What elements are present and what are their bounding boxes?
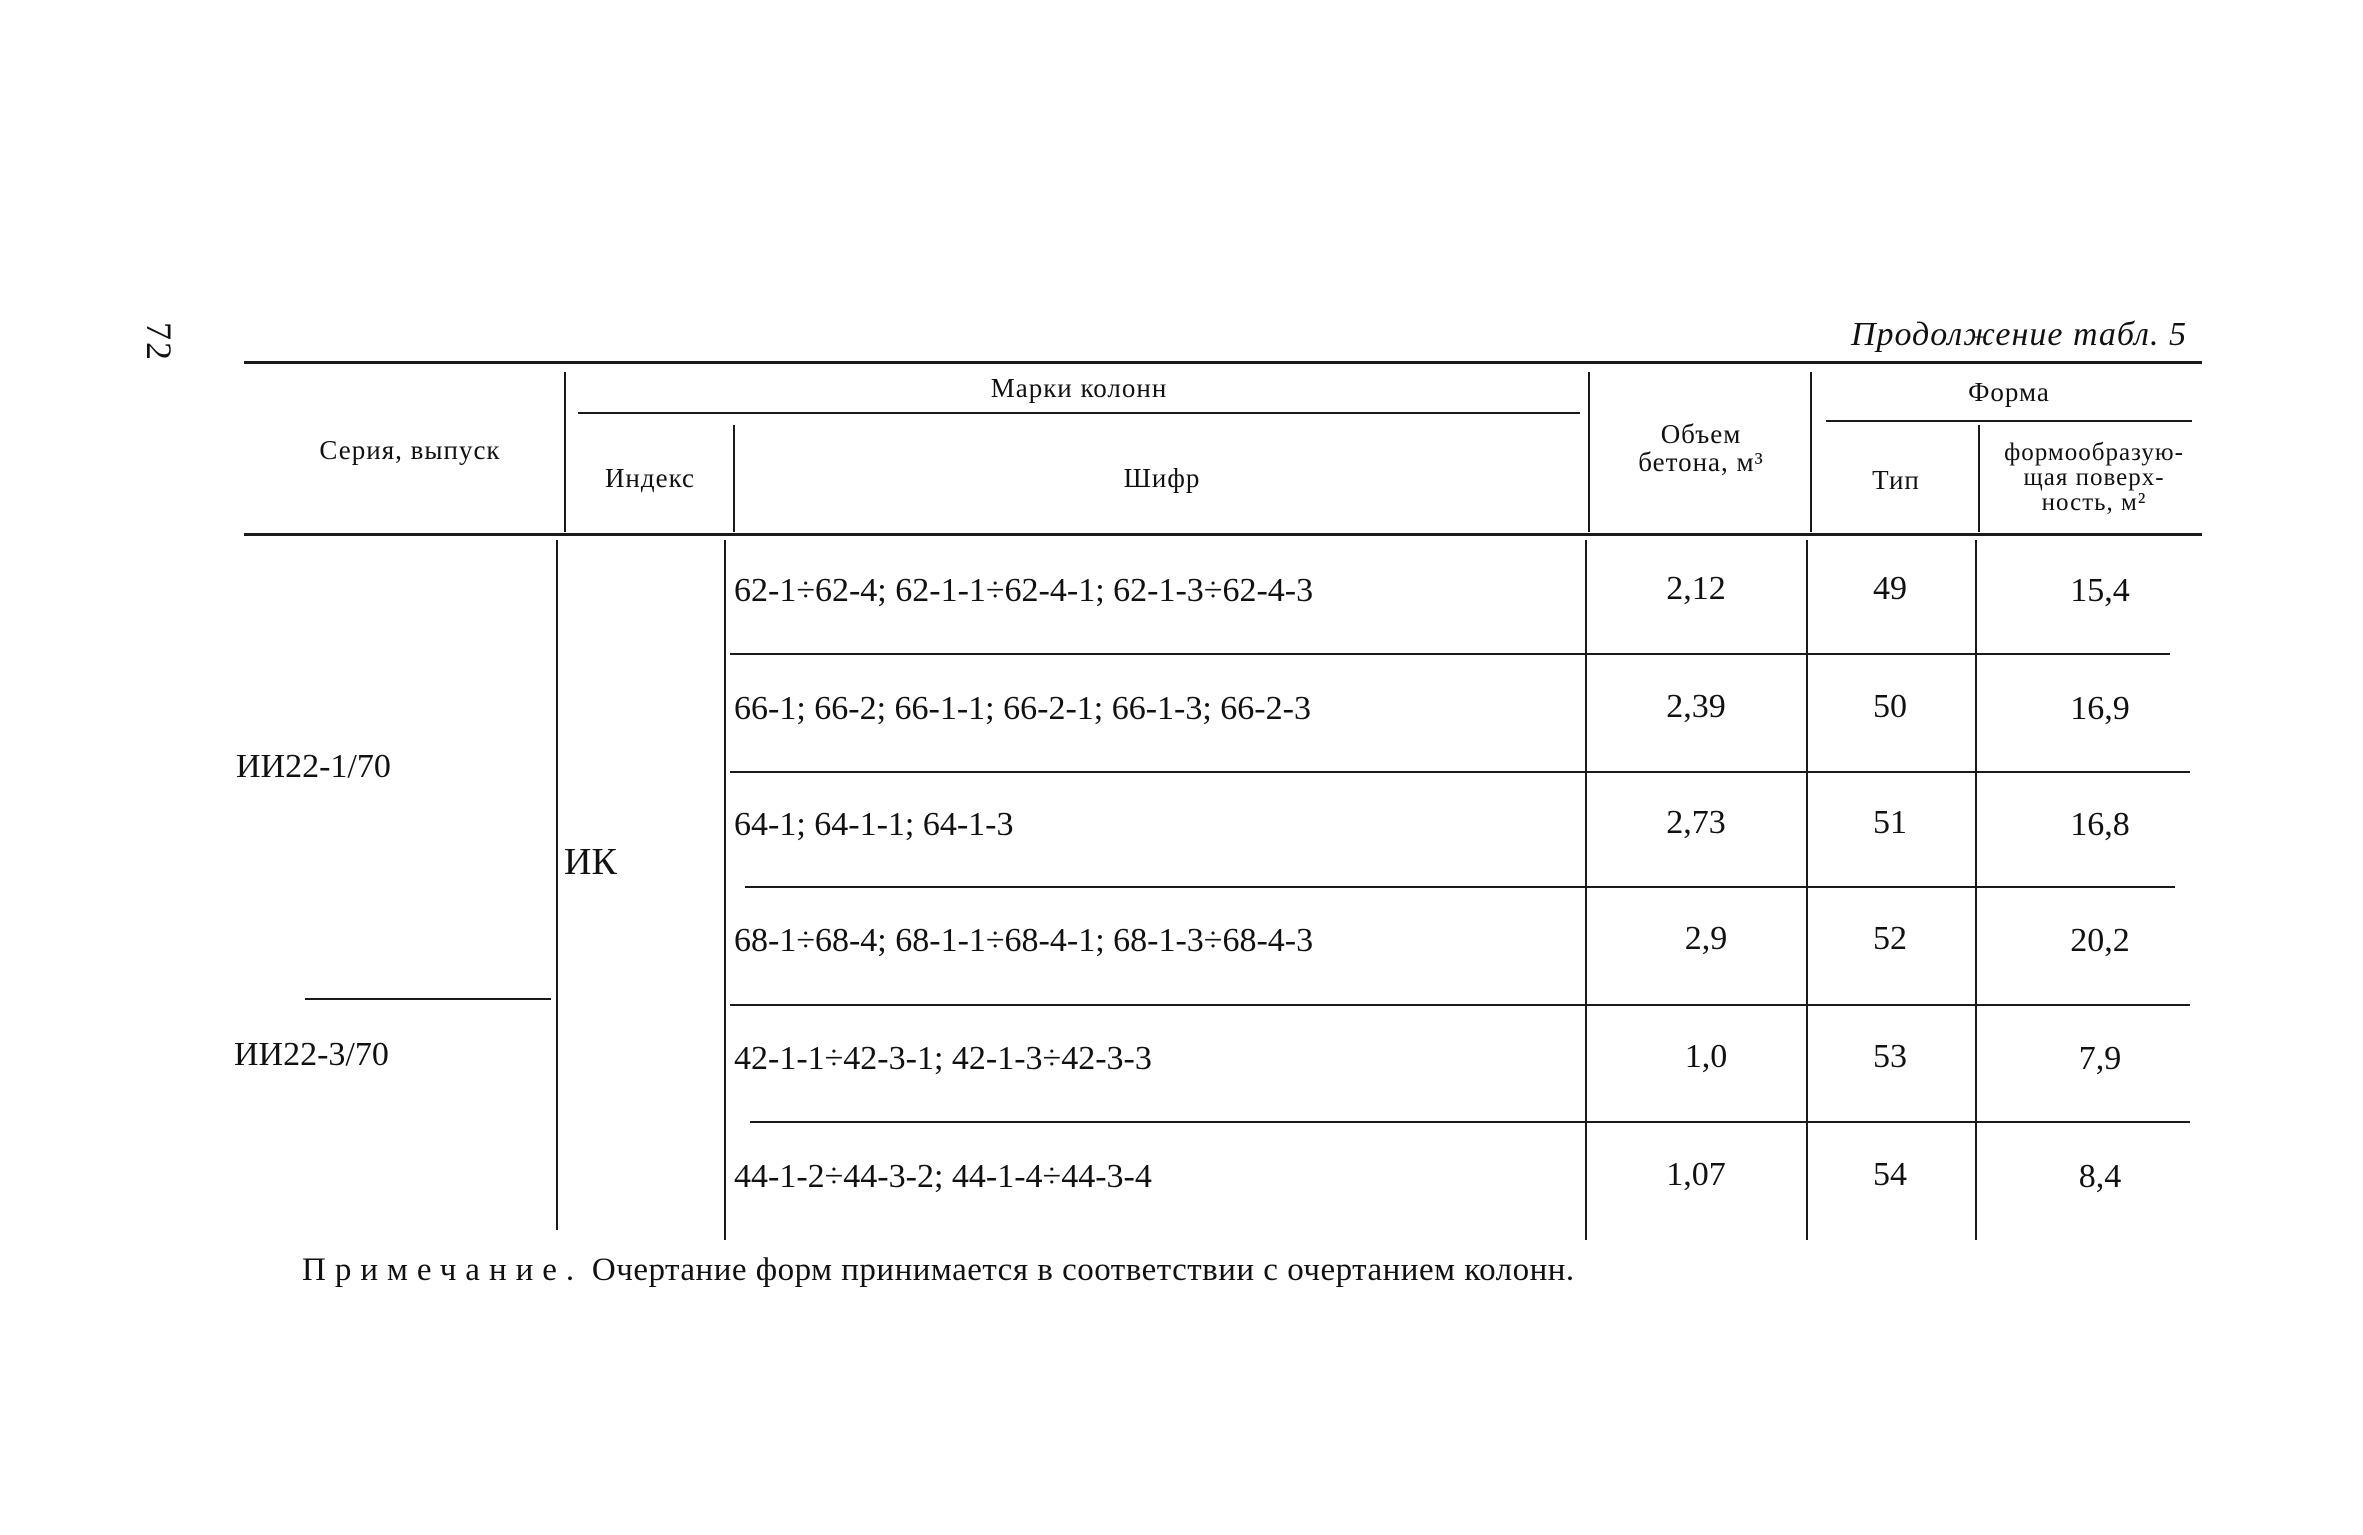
header-form: Форма: [1968, 377, 2050, 407]
header-volume-line2: бетона, м³: [1638, 447, 1764, 477]
header-vline-code: [1588, 372, 1590, 532]
header-index: Индекс: [604, 463, 696, 493]
index-cell: ИК: [564, 841, 617, 883]
surface-cell: 15,4: [2070, 572, 2130, 609]
header-type: Тип: [1872, 465, 1920, 495]
series-cell: ИИ22-3/70: [234, 1036, 389, 1073]
header-series: Серия, выпуск: [319, 435, 501, 465]
series-cell: ИИ22-1/70: [236, 748, 391, 785]
surface-cell: 7,9: [2078, 1040, 2122, 1077]
header-surface-line3: ность, м²: [2041, 489, 2147, 516]
row-separator: [750, 1121, 2190, 1123]
code-cell: 64-1; 64-1-1; 64-1-3: [734, 806, 1014, 843]
header-surface-line1: формообразую-: [2004, 439, 2184, 466]
header-surface: [1982, 440, 2206, 515]
surface-cell: 8,4: [2078, 1158, 2122, 1195]
header-code: Шифр: [1123, 463, 1201, 493]
volume-cell: 2,9: [1684, 920, 1728, 957]
volume-cell: 2,73: [1666, 804, 1726, 841]
table-note: [302, 1252, 1575, 1289]
page-number: 72: [139, 322, 179, 362]
type-cell: 49: [1873, 570, 1907, 607]
note-text: Очертание форм принимается в соответствии с очертанием колонн.: [583, 1252, 1575, 1288]
volume-cell: 1,07: [1666, 1156, 1726, 1193]
note-label: Примечание.: [302, 1252, 584, 1288]
table-continuation-caption: Продолжение табл. 5: [1850, 316, 2187, 353]
form-underline: [1826, 420, 2192, 422]
body-vline-index: [724, 540, 726, 1240]
marks-underline: [578, 412, 1580, 414]
type-cell: 53: [1873, 1038, 1907, 1075]
code-cell: 42-1-1÷42-3-1; 42-1-3÷42-3-3: [734, 1040, 1152, 1077]
code-cell: 62-1÷62-4; 62-1-1÷62-4-1; 62-1-3÷62-4-3: [734, 572, 1314, 609]
type-cell: 50: [1873, 688, 1907, 725]
header-marks: Марки колонн: [990, 373, 1168, 403]
header-bottom-rule: [244, 533, 2202, 536]
header-volume-line1: Объем: [1660, 419, 1742, 449]
type-cell: 54: [1873, 1156, 1907, 1193]
row-separator: [730, 653, 2170, 655]
table-top-rule: [244, 361, 2202, 364]
header-volume: [1594, 420, 1808, 476]
header-vline-volume: [1810, 372, 1812, 532]
header-vline-type: [1978, 425, 1980, 532]
row-separator: [745, 886, 2175, 888]
row-separator: [730, 1004, 2190, 1006]
header-vline-series: [564, 372, 566, 532]
volume-cell: 1,0: [1684, 1038, 1728, 1075]
header-vline-index: [733, 425, 735, 532]
surface-cell: 20,2: [2070, 922, 2130, 959]
type-cell: 52: [1873, 920, 1907, 957]
body-vline-series: [556, 540, 558, 1230]
body-vline-type: [1975, 540, 1977, 1240]
series-separator: [305, 998, 551, 1000]
volume-cell: 2,39: [1666, 688, 1726, 725]
volume-cell: 2,12: [1666, 570, 1726, 607]
row-separator: [730, 771, 2190, 773]
type-cell: 51: [1873, 804, 1907, 841]
surface-cell: 16,8: [2070, 806, 2130, 843]
body-vline-volume: [1806, 540, 1808, 1240]
code-cell: 66-1; 66-2; 66-1-1; 66-2-1; 66-1-3; 66-2-3: [734, 690, 1311, 727]
surface-cell: 16,9: [2070, 690, 2130, 727]
body-vline-code: [1585, 540, 1587, 1240]
code-cell: 44-1-2÷44-3-2; 44-1-4÷44-3-4: [734, 1158, 1152, 1195]
code-cell: 68-1÷68-4; 68-1-1÷68-4-1; 68-1-3÷68-4-3: [734, 922, 1314, 959]
header-surface-line2: щая поверх-: [2023, 464, 2165, 491]
